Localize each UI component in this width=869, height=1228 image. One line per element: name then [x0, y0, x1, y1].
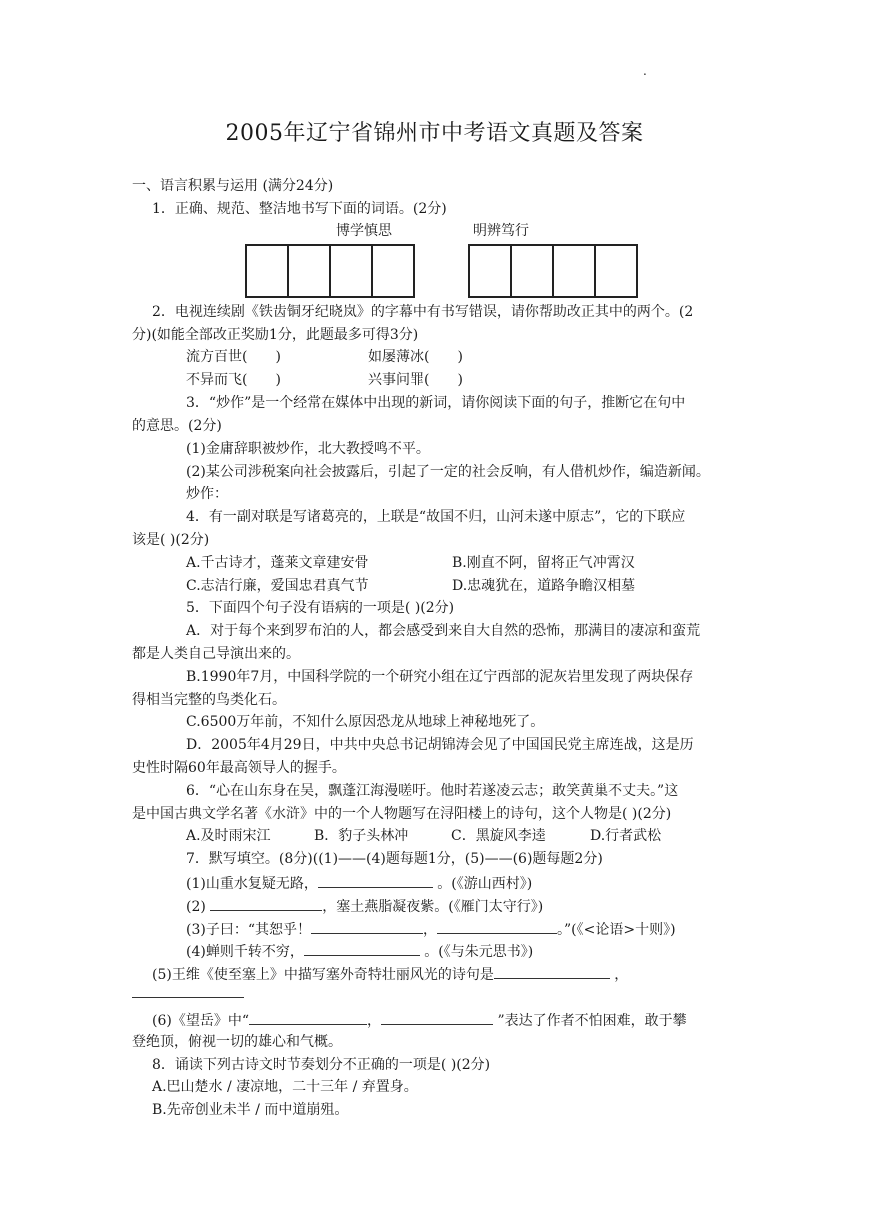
fill-blank[interactable]: [210, 896, 322, 911]
q7-item-6-text: (6)《望岳》中“: [152, 1013, 249, 1029]
q8-option-b: B.先帝创业未半 / 而中道崩殂。: [152, 1102, 349, 1118]
section-heading: 一、语言积累与运用 (满分24分): [132, 178, 334, 194]
q7-item-1: [186, 873, 532, 893]
q7-item-6: [152, 1010, 687, 1030]
writing-grid-1[interactable]: [245, 244, 415, 298]
fill-blank[interactable]: [381, 1010, 493, 1025]
q5-option-a-line2: 都是人类自己导演出来的。: [132, 646, 300, 662]
q1-word-2: 明辨笃行: [473, 223, 529, 239]
q1-stem: 1．正确、规范、整洁地书写下面的词语。(2分): [152, 201, 447, 217]
q4-option-a: A.千古诗才，蓬莱文章建安骨: [186, 555, 369, 571]
q2-item-c: 不异而飞( ): [186, 372, 281, 388]
q7-item-2-source: ，塞土燕脂凝夜紫。(《雁门太守行》): [322, 899, 544, 915]
q6-stem-line1: 6．“心在山东身在吴，飘蓬江海漫嗟吁。他时若遂凌云志；敢笑黄巢不丈夫。”这: [186, 783, 679, 799]
fill-blank[interactable]: [437, 919, 557, 934]
q7-item-1-source: 。(《游山西村》): [437, 876, 533, 892]
q2-stem-line1: 2．电视连续剧《铁齿铜牙纪晓岚》的字幕中有书写错误，请你帮助改正其中的两个。(2: [152, 304, 694, 320]
fill-blank[interactable]: [494, 964, 610, 979]
q3-sentence-2: (2)某公司涉税案向社会披露后，引起了一定的社会反响，有人借机炒作，编造新闻。: [186, 464, 710, 480]
q7-item-1-text: (1)山重水复疑无路，: [186, 876, 318, 892]
q7-stem: 7．默写填空。(8分)((1)——(4)题每题1分，(5)——(6)题每题2分): [186, 851, 603, 867]
q6-option-d: D.行者武松: [590, 828, 662, 844]
q6-stem-line2: 是中国古典文学名著《水浒》中的一个人物题写在浔阳楼上的诗句，这个人物是( )(2分): [132, 806, 672, 822]
q7-item-3: [186, 919, 676, 939]
corner-mark: .: [643, 64, 647, 78]
q7-item-3-sep: ，: [423, 922, 437, 938]
q7-item-5-text: (5)王维《使至塞上》中描写塞外奇特壮丽风光的诗句是: [152, 967, 494, 983]
q7-item-4-source: 。(《与朱元思书》): [424, 944, 534, 960]
q5-stem: 5．下面四个句子没有语病的一项是( )(2分): [186, 600, 455, 616]
q7-item-5-sep: ，: [614, 967, 629, 983]
q4-option-c: C.志洁行廉，爱国忠君真气节: [186, 578, 369, 594]
q8-option-a: A.巴山楚水 / 凄凉地，二十三年 / 弃置身。: [152, 1079, 418, 1095]
fill-blank[interactable]: [304, 941, 420, 956]
writing-cell[interactable]: [289, 246, 331, 296]
q7-item-2-text: (2): [186, 899, 206, 915]
writing-grid-2[interactable]: [468, 244, 638, 298]
q1-word-1: 博学慎思: [336, 223, 392, 239]
q2-item-d: 兴事问罪( ): [368, 372, 463, 388]
q5-option-b-line1: B.1990年7月，中国科学院的一个研究小组在辽宁西部的泥灰岩里发现了两块保存: [186, 669, 694, 685]
writing-cell[interactable]: [247, 246, 289, 296]
fill-blank[interactable]: [311, 919, 423, 934]
q7-item-6-line2: 登绝顶，俯视一切的雄心和气概。: [132, 1034, 342, 1050]
fill-blank[interactable]: [249, 1010, 367, 1025]
writing-cell[interactable]: [512, 246, 554, 296]
q2-item-a: 流方百世( ): [186, 349, 281, 365]
fill-blank[interactable]: [318, 873, 433, 888]
q5-option-a-line1: A．对于每个来到罗布泊的人，都会感受到来自大自然的恐怖，那满目的凄凉和蛮荒: [186, 623, 701, 639]
q4-stem-line2: 该是( )(2分): [132, 532, 210, 548]
q5-option-d-line1: D．2005年4月29日，中共中央总书记胡锦涛会见了中国国民党主席连战，这是历: [186, 737, 694, 753]
q6-option-c: C．黑旋风李逵: [451, 828, 546, 844]
q2-item-b: 如屡薄冰( ): [368, 349, 463, 365]
q7-item-4-text: (4)蝉则千转不穷，: [186, 944, 304, 960]
page-title: 2005年辽宁省锦州市中考语文真题及答案: [225, 121, 644, 146]
q5-option-b-line2: 得相当完整的鸟类化石。: [132, 692, 286, 708]
q7-item-3-source: 。”(《<论语>十则》): [557, 922, 676, 938]
q4-option-b: B.刚直不阿，留将正气冲霄汉: [452, 555, 635, 571]
writing-cell[interactable]: [331, 246, 373, 296]
q7-item-2: [186, 896, 543, 916]
q4-option-d: D.忠魂犹在，道路争瞻汉相墓: [452, 578, 636, 594]
q7-item-3-text: (3)子曰：“其恕乎！: [186, 922, 311, 938]
q3-answer-label: 炒作：: [186, 486, 228, 502]
writing-cell[interactable]: [596, 246, 636, 296]
q2-stem-line2: 分)(如能全部改正奖励1分，此题最多可得3分): [132, 327, 419, 343]
q3-stem-line1: 3．“炒作”是一个经常在媒体中出现的新词，请你阅读下面的句子，推断它在句中: [186, 395, 686, 411]
q7-item-6-tail: ”表达了作者不怕困难，敢于攀: [497, 1013, 687, 1029]
q5-option-c: C.6500万年前，不知什么原因恐龙从地球上神秘地死了。: [186, 714, 545, 730]
fill-blank[interactable]: [132, 997, 244, 998]
q5-option-d-line2: 史性时隔60年最高领导人的握手。: [132, 760, 346, 776]
q6-option-b: B．豹子头林冲: [314, 828, 409, 844]
q8-stem: 8．诵读下列古诗文时节奏划分不正确的一项是( )(2分): [152, 1057, 491, 1073]
q7-item-6-sep: ，: [367, 1013, 381, 1029]
q3-stem-line2: 的意思。(2分): [132, 418, 222, 434]
writing-cell[interactable]: [554, 246, 596, 296]
q4-stem-line1: 4．有一副对联是写诸葛亮的，上联是“故国不归，山河未遂中原志”，它的下联应: [186, 509, 686, 525]
q7-item-5: [152, 964, 628, 984]
writing-cell[interactable]: [470, 246, 512, 296]
q7-item-4: [186, 941, 533, 961]
writing-cell[interactable]: [373, 246, 413, 296]
q3-sentence-1: (1)金庸辞职被炒作，北大教授鸣不平。: [186, 441, 430, 457]
q6-option-a: A.及时雨宋江: [186, 828, 271, 844]
